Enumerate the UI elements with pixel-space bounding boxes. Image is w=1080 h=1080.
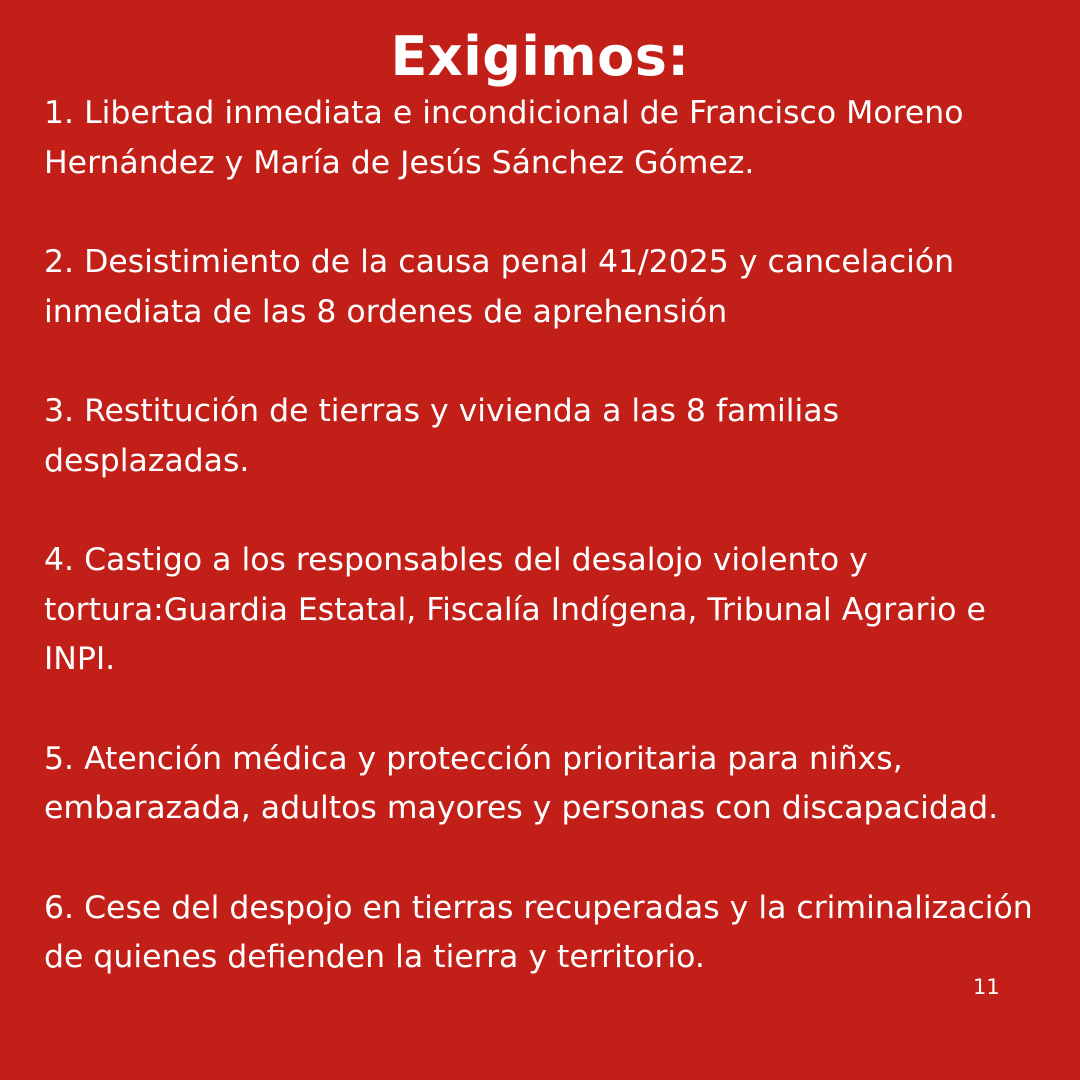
page-number: 11 <box>973 975 1000 999</box>
page-title: Exigimos: <box>390 25 690 88</box>
demand-item-3: 3. Restitución de tierras y vivienda a las 8 familias desplazadas. <box>44 393 840 479</box>
demand-item-5: 5. Atención médica y protección prioritaria para niñxs, embarazada, adultos mayores y personas con discapacidad. <box>44 740 999 826</box>
demands-list <box>44 89 1054 983</box>
demand-item-6: 6. Cese del despojo en tierras recuperadas y la criminalización de quienes defienden la tierra y territorio. <box>44 889 1033 975</box>
demand-item-4: 4. Castigo a los responsables del desalojo violento y tortura:Guardia Estatal, Fiscalía Indígena, Tribunal Agrario e INPI. <box>44 542 986 677</box>
demand-item-1: 1. Libertad inmediata e incondicional de Francisco Moreno Hernández y María de Jesús Sánchez Gómez. <box>44 95 964 181</box>
demand-item-2: 2. Desistimiento de la causa penal 41/2025 y cancelación inmediata de las 8 ordenes de aprehensión <box>44 244 955 330</box>
